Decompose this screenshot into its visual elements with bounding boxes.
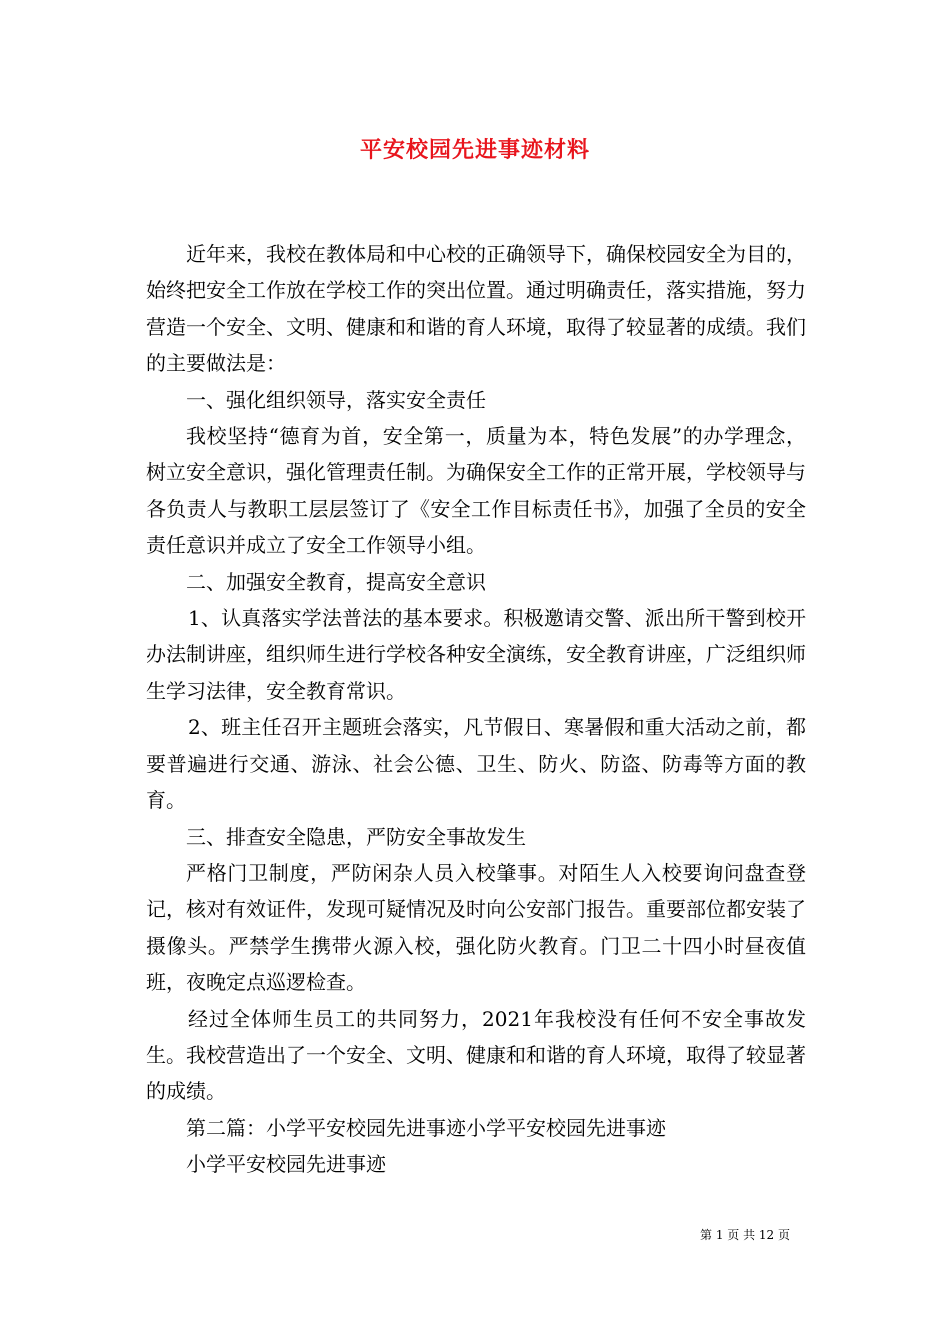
section-heading-2: 二、加强安全教育，提高安全意识	[186, 569, 486, 594]
paragraph-item-1: 1、认真落实学法普法的基本要求。积极邀请交警、派出所干警到校开办法制讲座，组织师生进行学校各种安全演练，安全教育讲座，广泛组织师生学习法律，安全教育常识。	[146, 606, 806, 703]
section-heading-3: 三、排查安全隐患，严防安全事故发生	[186, 824, 526, 849]
document-title: 平安校园先进事迹材料	[359, 137, 590, 163]
document-body	[146, 236, 806, 1183]
paragraph-item-2: 2、班主任召开主题班会落实，凡节假日、寒暑假和重大活动之前，都要普遍进行交通、游泳、社会公德、卫生、防火、防盗、防毒等方面的教育。	[146, 715, 806, 813]
second-article-title: 小学平安校园先进事迹	[186, 1152, 386, 1177]
second-article-heading: 第二篇：小学平安校园先进事迹小学平安校园先进事迹	[186, 1115, 666, 1140]
paragraph-intro: 近年来，我校在教体局和中心校的正确领导下，确保校园安全为目的，始终把安全工作放在学校工作的突出位置。通过明确责任，落实措施，努力营造一个安全、文明、健康和和谐的育人环境，取得了较显著的成绩。我们的主要做法是：	[146, 242, 806, 376]
page-number-footer: 第 1 页 共 12 页	[700, 1228, 790, 1242]
paragraph-section-3: 严格门卫制度，严防闲杂人员入校肇事。对陌生人入校要询问盘查登记，核对有效证件，发现可疑情况及时向公安部门报告。重要部位都安装了摄像头。严禁学生携带火源入校，强化防火教育。门卫二十四小时昼夜值班，夜晚定点巡逻检查。	[146, 860, 806, 995]
paragraph-section-1: 我校坚持“德育为首，安全第一，质量为本，特色发展”的办学理念，树立安全意识，强化管理责任制。为确保安全工作的正常开展，学校领导与各负责人与教职工层层签订了《安全工作目标责任书》，加强了全员的安全责任意识并成立了安全工作领导小组。	[146, 424, 806, 558]
paragraph-conclusion: 经过全体师生员工的共同努力，2021年我校没有任何不安全事故发生。我校营造出了一个安全、文明、健康和和谐的育人环境，取得了较显著的成绩。	[146, 1006, 806, 1104]
section-heading-1: 一、强化组织领导，落实安全责任	[186, 387, 486, 412]
